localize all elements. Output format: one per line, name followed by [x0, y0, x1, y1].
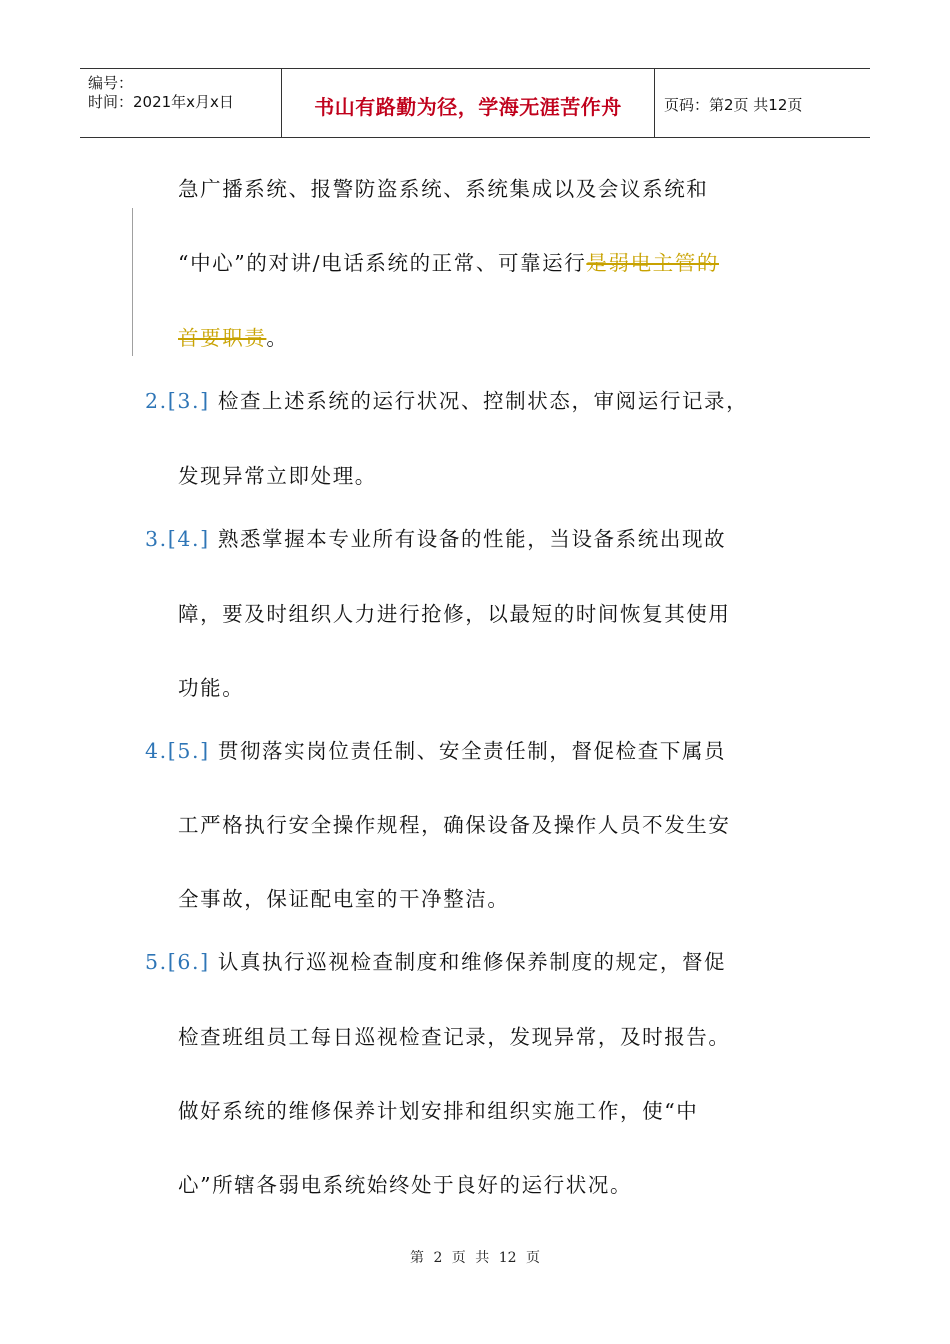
deleted-text: 首要职责 — [178, 326, 267, 350]
motto-text: 书山有路勤为径，学海无涯苦作舟 — [314, 95, 622, 119]
list-item — [145, 384, 748, 414]
item-number: 3. — [145, 527, 168, 551]
line-text: 认真执行巡视检查制度和维修保养制度的规定，督促 — [217, 950, 727, 974]
item-old-number: [6.] — [167, 950, 210, 974]
paragraph-line: 心”所辖各弱电系统始终处于良好的运行状况。 — [178, 1173, 633, 1197]
item-old-number: [3.] — [167, 389, 210, 413]
paragraph-line: 全事故，保证配电室的干净整洁。 — [178, 887, 510, 911]
list-item — [145, 734, 726, 764]
list-item — [145, 522, 726, 552]
paragraph-line: 工严格执行安全操作规程，确保设备及操作人员不发生安 — [178, 813, 731, 837]
paragraph-line: 功能。 — [178, 676, 245, 700]
line-text: 。 — [266, 326, 289, 350]
item-old-number: [5.] — [167, 739, 210, 763]
header-motto-cell — [282, 69, 655, 137]
paragraph-line — [178, 246, 719, 276]
page-info: 页码：第2页 共12页 — [664, 96, 803, 114]
line-text: “中心”的对讲/电话系统的正常、可靠运行 — [178, 251, 587, 275]
line-text: 熟悉掌握本专业所有设备的性能，当设备系统出现故 — [217, 527, 727, 551]
item-number: 2. — [145, 389, 168, 413]
time-label: 时间：2021年x月x日 — [88, 93, 234, 111]
page-footer: 第 2 页 共 12 页 — [410, 1250, 540, 1266]
paragraph-line: 检查班组员工每日巡视检查记录，发现异常，及时报告。 — [178, 1025, 731, 1049]
number-label: 编号： — [88, 74, 134, 92]
line-text: 检查上述系统的运行状况、控制状态，审阅运行记录， — [217, 389, 749, 413]
item-old-number: [4.] — [167, 527, 210, 551]
paragraph-line — [178, 321, 289, 351]
item-number: 5. — [145, 950, 168, 974]
header-page-cell — [655, 69, 870, 137]
item-number: 4. — [145, 739, 168, 763]
paragraph-line: 发现异常立即处理。 — [178, 464, 377, 488]
list-item — [145, 945, 726, 975]
paragraph-line: 急广播系统、报警防盗系统、系统集成以及会议系统和 — [178, 177, 709, 201]
paragraph-line: 障，要及时组织人力进行抢修，以最短的时间恢复其使用 — [178, 602, 731, 626]
header-meta-cell — [80, 69, 282, 137]
line-text: 贯彻落实岗位责任制、安全责任制，督促检查下属员 — [217, 739, 727, 763]
revision-bar — [132, 208, 133, 356]
deleted-text: 是弱电主管的 — [586, 251, 719, 275]
document-header — [80, 68, 870, 138]
paragraph-line: 做好系统的维修保养计划安排和组织实施工作，使“中 — [178, 1099, 699, 1123]
